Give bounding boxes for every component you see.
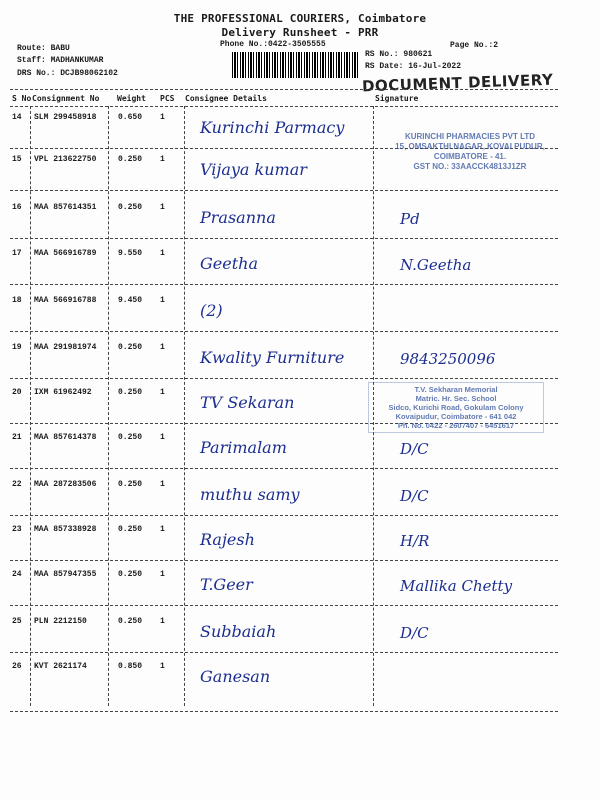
row-pcs: 1 (160, 113, 165, 122)
row-divider (10, 331, 558, 332)
row-weight: 0.250 (118, 480, 143, 489)
row-consignee-handwritten: Geetha (200, 254, 258, 273)
row-divider (10, 711, 558, 712)
row-consignment-no: KVT 2621174 (34, 662, 87, 671)
row-weight: 0.250 (118, 570, 143, 579)
row-weight: 0.250 (118, 433, 143, 442)
row-consignee-handwritten: (2) (200, 301, 223, 320)
table-row (0, 614, 600, 654)
row-sno: 17 (12, 249, 22, 258)
row-consignment-no: PLN 2212150 (34, 617, 87, 626)
row-divider (10, 238, 558, 239)
row-consignment-no: MAA 287283506 (34, 480, 97, 489)
school-stamp-line: Sidco, Kurichi Road, Gokulam Colony (388, 403, 524, 412)
row-sno: 23 (12, 525, 22, 534)
row-consignment-no: MAA 566916789 (34, 249, 97, 258)
row-weight: 0.250 (118, 155, 143, 164)
col-sno: S No (12, 94, 32, 103)
row-signature: Mallika Chetty (400, 577, 513, 595)
table-row (0, 246, 600, 286)
row-pcs: 1 (160, 662, 165, 671)
route-label: Route: BABU (17, 44, 70, 53)
row-divider (10, 605, 558, 606)
row-sno: 19 (12, 343, 22, 352)
row-weight: 0.250 (118, 388, 143, 397)
row-consignee-handwritten: Rajesh (200, 530, 255, 549)
drs-number: DRS No.: DCJB98062102 (17, 69, 118, 78)
row-divider (10, 560, 558, 561)
row-weight: 9.550 (118, 249, 143, 258)
row-weight: 9.450 (118, 296, 143, 305)
row-consignment-no: MAA 566916788 (34, 296, 97, 305)
school-stamp-line: Kovaipudur, Coimbatore - 641 042 (395, 412, 517, 421)
row-weight: 0.250 (118, 203, 143, 212)
row-divider (10, 468, 558, 469)
table-row (0, 200, 600, 240)
kurinchi-stamp-line: COIMBATORE - 41. (433, 152, 507, 161)
school-stamp-line: T.V. Sekharan Memorial (414, 385, 498, 394)
phone-number: Phone No.:0422-3505555 (220, 40, 326, 49)
row-sno: 22 (12, 480, 22, 489)
table-row (0, 567, 600, 607)
table-row (0, 659, 600, 699)
col-consignee: Consignee Details (185, 94, 267, 103)
row-signature: 9843250096 (400, 350, 496, 368)
header-rule-bottom (10, 106, 558, 107)
row-pcs: 1 (160, 433, 165, 442)
col-signature: Signature (375, 94, 419, 103)
barcode (232, 52, 360, 78)
row-consignee-handwritten: Subbaiah (200, 622, 277, 641)
row-consignee-handwritten: T.Geer (200, 575, 253, 594)
row-consignment-no: MAA 857614378 (34, 433, 97, 442)
row-signature: D/C (400, 624, 429, 642)
runsheet-subtitle: Delivery Runsheet - PRR (221, 26, 379, 39)
document-delivery-stamp: DOCUMENT DELIVERY (361, 70, 554, 96)
school-stamp-line: Ph. No. 0422 - 2607407 - 6451617 (397, 421, 515, 430)
row-sno: 25 (12, 617, 22, 626)
col-pcs: PCS (160, 94, 175, 103)
company-title: THE PROFESSIONAL COURIERS, Coimbatore (173, 12, 427, 25)
row-consignee-handwritten: TV Sekaran (200, 393, 295, 412)
row-consignee-handwritten: Kurinchi Parmacy (200, 118, 345, 137)
row-consignee-handwritten: Vijaya kumar (200, 160, 307, 179)
row-consignment-no: MAA 857947355 (34, 570, 97, 579)
school-stamp (368, 382, 544, 433)
row-consignment-no: MAA 857338928 (34, 525, 97, 534)
row-sno: 18 (12, 296, 22, 305)
row-consignee-handwritten: muthu samy (200, 485, 300, 504)
row-consignment-no: IXM 61962492 (34, 388, 92, 397)
table-row (0, 340, 600, 380)
row-signature: N.Geetha (400, 256, 472, 274)
row-sno: 16 (12, 203, 22, 212)
rs-number: RS No.: 980621 (365, 50, 433, 59)
row-weight: 0.250 (118, 343, 143, 352)
header-rule-top (10, 89, 558, 90)
row-consignee-handwritten: Kwality Furniture (200, 348, 345, 367)
row-sno: 26 (12, 662, 22, 671)
row-sno: 20 (12, 388, 22, 397)
row-divider (10, 652, 558, 653)
row-weight: 0.250 (118, 617, 143, 626)
row-pcs: 1 (160, 343, 165, 352)
row-pcs: 1 (160, 570, 165, 579)
kurinchi-stamp-line: KURINCHI PHARMACIES PVT LTD (404, 132, 536, 141)
row-divider (10, 515, 558, 516)
row-divider (10, 190, 558, 191)
row-sno: 15 (12, 155, 22, 164)
row-pcs: 1 (160, 617, 165, 626)
row-consignment-no: SLM 299458918 (34, 113, 97, 122)
row-pcs: 1 (160, 388, 165, 397)
row-pcs: 1 (160, 203, 165, 212)
rs-date: RS Date: 16-Jul-2022 (365, 62, 462, 71)
kurinchi-stamp-line: 15, OMSAKTHI NAGAR, KOVAI PUDUR, (395, 142, 545, 151)
row-pcs: 1 (160, 155, 165, 164)
table-row (0, 522, 600, 562)
row-divider (10, 378, 558, 379)
row-weight: 0.650 (118, 113, 143, 122)
table-row (0, 293, 600, 333)
row-consignee-handwritten: Ganesan (200, 667, 271, 686)
row-sno: 14 (12, 113, 22, 122)
row-pcs: 1 (160, 249, 165, 258)
school-stamp-line: Matric. Hr. Sec. School (415, 394, 497, 403)
row-divider (10, 284, 558, 285)
row-signature: D/C (400, 487, 429, 505)
staff-label: Staff: MADHANKUMAR (17, 56, 104, 65)
row-pcs: 1 (160, 525, 165, 534)
row-sno: 24 (12, 570, 22, 579)
row-sno: 21 (12, 433, 22, 442)
col-consignment: Consignment No (32, 94, 100, 103)
row-pcs: 1 (160, 480, 165, 489)
row-consignment-no: MAA 857614351 (34, 203, 97, 212)
kurinchi-stamp (380, 132, 560, 172)
col-weight: Weight (117, 94, 146, 103)
table-row (0, 477, 600, 517)
page-number: Page No.:2 (450, 41, 499, 50)
row-pcs: 1 (160, 296, 165, 305)
row-signature: Pd (400, 210, 420, 228)
row-signature: H/R (400, 532, 430, 550)
row-consignment-no: MAA 291981974 (34, 343, 97, 352)
row-consignment-no: VPL 213622750 (34, 155, 97, 164)
row-consignee-handwritten: Parimalam (200, 438, 287, 457)
row-consignee-handwritten: Prasanna (200, 208, 276, 227)
row-weight: 0.250 (118, 525, 143, 534)
kurinchi-stamp-line: GST NO.: 33AACCK4813J1ZR (413, 162, 527, 171)
row-signature: D/C (400, 440, 429, 458)
table-row (0, 430, 600, 470)
row-weight: 0.850 (118, 662, 143, 671)
